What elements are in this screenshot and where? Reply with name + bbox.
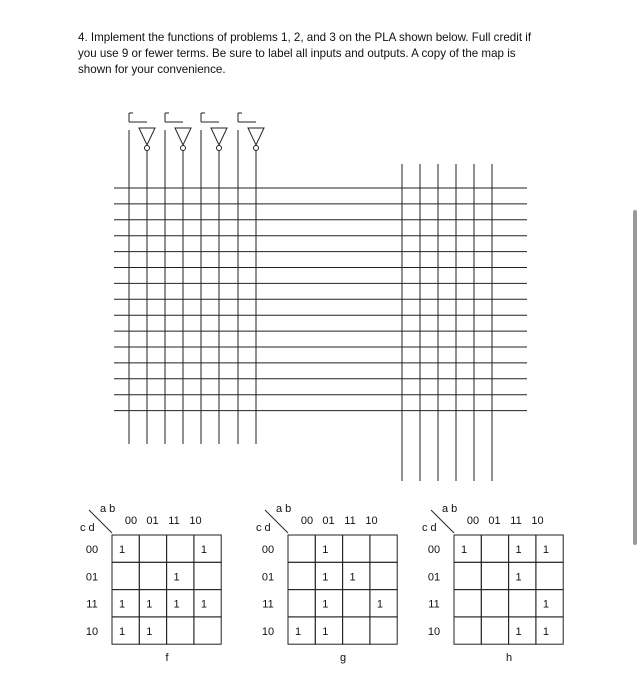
kmap-cell-value: 1 (173, 571, 180, 584)
kmap-row-label: 10 (427, 625, 441, 638)
kmap-cell-value: 1 (542, 544, 549, 556)
kmap-col-vars: a b (276, 503, 292, 515)
kmap-cell (112, 617, 139, 644)
kmap-cell (370, 535, 397, 562)
kmap-cell-value: 1 (200, 544, 207, 556)
kmap-cell (194, 617, 221, 644)
kmap-row-label: 11 (262, 598, 274, 611)
kmap-cell (343, 617, 370, 644)
kmap-cell (370, 617, 397, 644)
kmap-cell-value: 1 (146, 625, 153, 638)
kmap-cell (509, 590, 536, 617)
kmap-row-label: 00 (427, 544, 441, 556)
kmap-col-label: 01 (146, 515, 159, 527)
kmap-col-label: 11 (510, 515, 522, 527)
kmap-cell (536, 562, 563, 589)
kmap-row-label: 10 (261, 625, 275, 638)
kmap-col-label: 00 (466, 515, 480, 527)
kmap-cell-value: 1 (118, 544, 126, 556)
kmap-cell (167, 617, 194, 644)
kmap-cell-value: 1 (118, 598, 126, 611)
kmap-row-vars: c d (256, 522, 271, 534)
kmap-col-label: 01 (322, 515, 335, 527)
kmap-cell (194, 562, 221, 589)
kmap-cell (139, 562, 166, 589)
kmap-cell (112, 535, 139, 562)
kmap-cell-value: 1 (542, 625, 549, 638)
kmap-cell-value: 1 (322, 598, 329, 611)
kmap-cell (370, 590, 397, 617)
kmap-cell-value: 1 (515, 544, 522, 556)
kmap-cell (167, 590, 194, 617)
kmap-cell-value: 1 (376, 598, 383, 611)
kmap-row-label: 01 (427, 571, 441, 584)
kmap-col-label: 00 (300, 515, 314, 527)
kmap-row-label: 11 (86, 598, 98, 611)
kmap-col-label: 10 (365, 515, 378, 527)
kmap-function-name: f (165, 652, 169, 664)
kmap-cell (288, 535, 315, 562)
kmap-row-label: 01 (261, 571, 275, 584)
kmap-row-label: 10 (85, 625, 99, 638)
kmap-row-label: 11 (428, 598, 440, 611)
kmap-cell (481, 562, 508, 589)
kmap-cell (167, 562, 194, 589)
kmap-cell (454, 590, 481, 617)
kmap-cell (536, 535, 563, 562)
kmap-cell-value: 1 (460, 544, 468, 556)
kmap-cell (481, 617, 508, 644)
kmap-cell (343, 590, 370, 617)
kmap-cell-value: 1 (146, 598, 153, 611)
kmap-cell (139, 535, 166, 562)
kmap-cell (315, 617, 342, 644)
kmap-cell-value: 1 (173, 598, 180, 611)
kmap-cell-value: 1 (349, 571, 356, 584)
kmap-cell (536, 617, 563, 644)
problem-line: 4. Implement the functions of problems 1, 2, and 3 on the PLA shown below. Full credit if (78, 31, 532, 44)
kmap-cell (288, 590, 315, 617)
kmap-g (256, 503, 397, 664)
kmap-cell (370, 562, 397, 589)
kmap-col-label: 11 (344, 515, 356, 527)
kmap-cell (139, 617, 166, 644)
kmap-cell-value: 1 (515, 625, 522, 638)
kmap-cell (481, 590, 508, 617)
kmap-cell (454, 535, 481, 562)
kmap-cell (536, 590, 563, 617)
problem-line: you use 9 or fewer terms. Be sure to label all inputs and outputs. A copy of the map is (78, 47, 516, 60)
kmap-col-label: 10 (189, 515, 202, 527)
kmap-cell (343, 562, 370, 589)
kmap-cell (481, 535, 508, 562)
kmap-cell (509, 535, 536, 562)
kmap-cell (139, 590, 166, 617)
kmap-cell (194, 535, 221, 562)
kmap-cell-value: 1 (322, 571, 329, 584)
kmap-cell (454, 617, 481, 644)
kmap-cell (315, 535, 342, 562)
scrollbar[interactable] (633, 210, 637, 545)
kmap-row-vars: c d (80, 522, 95, 534)
kmap-cell (194, 590, 221, 617)
kmap-cell (509, 617, 536, 644)
kmap-row-label: 00 (261, 544, 275, 556)
kmap-cell (288, 562, 315, 589)
kmap-cell-value: 1 (515, 571, 522, 584)
kmap-function-name: h (505, 652, 513, 664)
kmap-cell (167, 535, 194, 562)
kmap-cell (315, 590, 342, 617)
kmap-cell-value: 1 (118, 625, 126, 638)
kmap-row-vars: c d (422, 522, 437, 534)
kmap-cell-value: 1 (200, 598, 207, 611)
kmap-f (80, 503, 221, 664)
kmap-cell (288, 617, 315, 644)
kmap-cell (343, 535, 370, 562)
kmap-col-vars: a b (442, 503, 458, 515)
kmap-cell-value: 1 (294, 625, 302, 638)
kmap-cell (112, 590, 139, 617)
kmap-cell (509, 562, 536, 589)
problem-line: shown for your convenience. (78, 63, 226, 76)
kmap-col-label: 00 (124, 515, 138, 527)
kmap-col-label: 11 (168, 515, 180, 527)
kmap-cell-value: 1 (322, 544, 329, 556)
kmap-cell (315, 562, 342, 589)
kmap-cell-value: 1 (542, 598, 549, 611)
kmap-cell (112, 562, 139, 589)
kmap-col-label: 01 (488, 515, 501, 527)
kmap-cell (454, 562, 481, 589)
kmap-row-label: 01 (85, 571, 99, 584)
kmap-function-name: g (339, 652, 347, 664)
kmap-col-vars: a b (100, 503, 116, 515)
kmap-cell-value: 1 (322, 625, 329, 638)
kmap-col-label: 10 (531, 515, 544, 527)
kmap-h (422, 503, 563, 664)
kmap-row-label: 00 (85, 544, 99, 556)
